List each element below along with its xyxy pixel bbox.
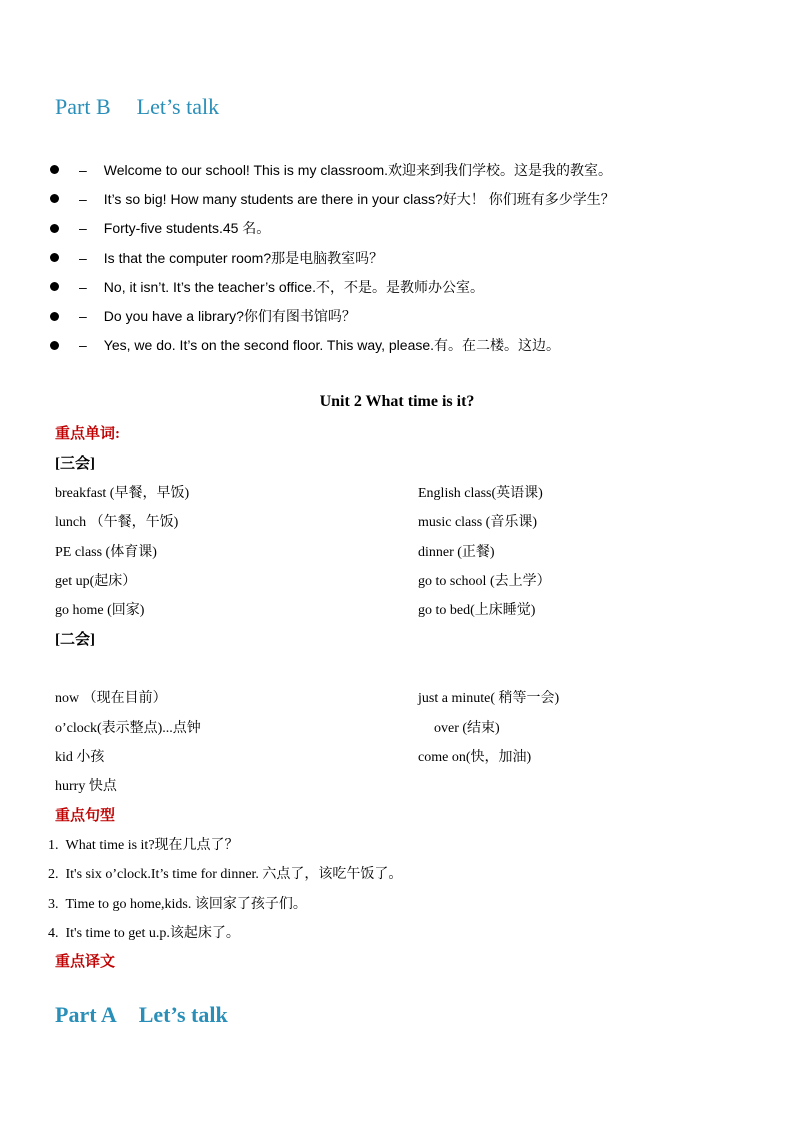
- sentence-item: [48, 922, 240, 942]
- vocab-item: get up(起床）: [55, 574, 137, 589]
- dialogue-line: It’s so big! How many students are there in your class?好大！ 你们班有多少学生？: [103, 190, 615, 207]
- level3-label: [三会]: [55, 456, 95, 472]
- bullet-icon: [50, 165, 59, 174]
- sentence-text: It's six o’clock.It’s time for dinner. 六点了，该吃午饭了。: [65, 867, 403, 882]
- dialogue-line: Welcome to our school! This is my classroom.欢迎来到我们学校。这是我的教室。: [103, 161, 613, 178]
- bullet-icon: [50, 224, 59, 233]
- dash-mark: –: [79, 308, 87, 325]
- vocab-item: kid 小孩: [55, 750, 105, 765]
- key-words-label: 重点单词:: [55, 426, 120, 442]
- unit-title: Unit 2 What time is it?: [319, 393, 475, 410]
- part-a-heading: [55, 1002, 228, 1028]
- dash-mark: –: [79, 278, 87, 295]
- bullet-icon: [50, 312, 59, 321]
- key-translation-label: 重点译文: [55, 954, 116, 970]
- dash-mark: –: [79, 249, 87, 266]
- list-item: [48, 155, 615, 184]
- vocab-item: hurry 快点: [55, 779, 117, 794]
- vocab-item: breakfast (早餐，早饭): [55, 486, 190, 501]
- dialogue-line: Yes, we do. It’s on the second floor. This way, please.有。在二楼。这边。: [103, 337, 561, 354]
- vocab-item: music class (音乐课): [418, 515, 537, 530]
- dialogue-line: Forty-five students.45 名。: [103, 220, 271, 237]
- dialogue-line: Is that the computer room?那是电脑教室吗？: [103, 249, 384, 266]
- vocab-item: o’clock(表示整点)...点钟: [55, 721, 201, 736]
- vocab-item: English class(英语课): [418, 486, 543, 501]
- sentence-text: What time is it?现在几点了？: [65, 838, 239, 853]
- bullet-icon: [50, 253, 59, 262]
- part-a-label: Part A: [55, 1002, 117, 1027]
- part-b-heading: [55, 94, 219, 120]
- vocab-item: PE class (体育课): [55, 545, 157, 560]
- list-item: [48, 331, 615, 360]
- part-a-subtitle: Let’s talk: [138, 1002, 228, 1027]
- sentence-item: [48, 893, 307, 913]
- vocab-item: dinner (正餐): [418, 545, 495, 560]
- sentence-item: [48, 863, 402, 883]
- sentence-text: It's time to get u.p.该起床了。: [65, 926, 240, 941]
- list-item: [48, 301, 615, 330]
- dash-mark: –: [79, 161, 87, 178]
- dash-mark: –: [79, 220, 87, 237]
- dialogue-list: [48, 155, 615, 360]
- bullet-icon: [50, 341, 59, 350]
- sentence-item: [48, 834, 239, 854]
- part-b-subtitle: Let’s talk: [136, 94, 220, 119]
- vocab-item: come on(快，加油): [418, 750, 532, 765]
- dash-mark: –: [79, 337, 87, 354]
- level2-label: [二会]: [55, 632, 95, 648]
- list-item: [48, 272, 615, 301]
- vocab-item: now （现在目前）: [55, 691, 167, 706]
- vocab-item: go home (回家): [55, 603, 145, 618]
- sentence-number: 2.: [48, 867, 59, 882]
- part-b-label: Part B: [55, 94, 111, 119]
- sentence-text: Time to go home,kids. 该回家了孩子们。: [65, 897, 307, 912]
- list-item: [48, 243, 615, 272]
- sentence-number: 4.: [48, 926, 59, 941]
- list-item: [48, 214, 615, 243]
- key-sentences-label: 重点句型: [55, 808, 116, 824]
- vocab-item: over (结束): [434, 721, 500, 736]
- vocab-item: lunch （午餐，午饭): [55, 515, 179, 530]
- bullet-icon: [50, 194, 59, 203]
- vocab-item: go to bed(上床睡觉): [418, 603, 536, 618]
- dash-mark: –: [79, 190, 87, 207]
- sentence-number: 1.: [48, 838, 59, 853]
- sentence-number: 3.: [48, 897, 59, 912]
- bullet-icon: [50, 282, 59, 291]
- dialogue-line: Do you have a library?你们有图书馆吗？: [103, 308, 356, 325]
- dialogue-line: No, it isn’t. It’s the teacher’s office.不，不是。是教师办公室。: [103, 278, 484, 295]
- list-item: [48, 184, 615, 213]
- vocab-item: just a minute( 稍等一会): [418, 691, 560, 706]
- vocab-item: go to school (去上学）: [418, 574, 551, 589]
